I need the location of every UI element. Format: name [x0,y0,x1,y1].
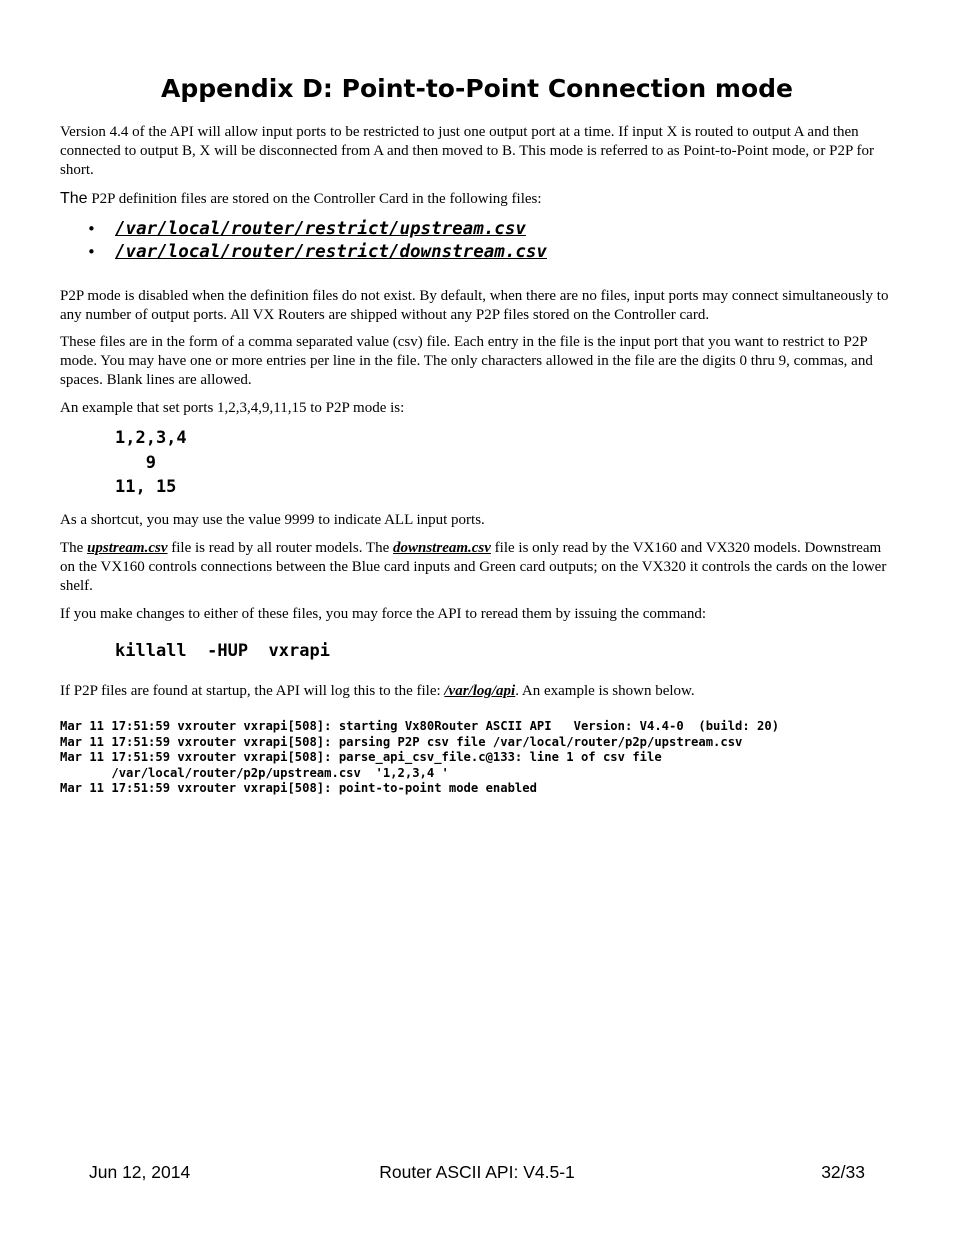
log-line: /var/local/router/p2p/upstream.csv '1,2,3,4 ' [60,765,449,780]
code-line: 9 [115,452,156,473]
code-line: 11, 15 [115,477,177,497]
list-item [87,241,547,264]
footer-page-number: 32/33 [821,1162,865,1182]
bullet-icon: • [87,220,96,238]
log-line: Mar 11 17:51:59 vxrouter vxrapi[508]: starting Vx80Router ASCII API Version: V4.4-0 (build: 20) [60,719,780,733]
bullet-icon: • [87,243,96,261]
log-line: Mar 11 17:51:59 vxrouter vxrapi[508]: parse_api_csv_file.c@133: line 1 of csv file [60,750,662,764]
file-path-downstream: /var/local/router/restrict/downstream.csv [115,242,547,262]
log-line: Mar 11 17:51:59 vxrouter vxrapi[508]: point-to-point mode enabled [60,781,537,795]
log-file-ref: /var/log/api [444,683,516,699]
models-text-1: The [60,540,88,556]
files-intro-paragraph [60,189,896,209]
footer-document-title: Router ASCII API: V4.5-1 [379,1162,575,1182]
shortcut-paragraph: As a shortcut, you may use the value 9999 to indicate ALL input ports. [60,512,485,528]
example-code-block [115,426,187,500]
reread-paragraph: If you make changes to either of these files, you may force the API to reread them by issuing the command: [60,606,707,622]
format-paragraph: These files are in the form of a comma separated value (csv) file. Each entry in the file is the input port that you want to restrict to P2P mode. You may have one or more entries per line in the file. The only characters allowed in the file are the digits 0 thru 9, commas, and spaces. Blank lines are allowed. [60,334,873,388]
intro-paragraph: Version 4.4 of the API will allow input ports to be restricted to just one output port at a time. If input X is routed to output A and then connected to output B, X will be disconnected from A and then moved to B. This mode is referred to as Point-to-Point mode, or P2P for short. [60,124,875,178]
file-path-upstream: /var/local/router/restrict/upstream.csv [115,219,526,239]
models-text-2: file is read by all router models. The [167,540,393,556]
command-code: killall -HUP vxrapi [115,641,330,661]
models-text-3: file is only read by the VX160 and VX320 models. Downstream on the VX160 controls connections between the Blue card inputs and Green card outputs; on the VX320 it controls the cards on the lower shelf. [60,540,887,594]
code-line: 1,2,3,4 [115,428,187,448]
log-output-block [60,719,779,797]
example-intro-paragraph: An example that set ports 1,2,3,4,9,11,15 to P2P mode is: [60,400,405,416]
files-intro-rest: P2P definition files are stored on the Controller Card in the following files: [87,191,542,207]
disabled-paragraph: P2P mode is disabled when the definition files do not exist. By default, when there are no files, input ports may connect simultaneously to any number of output ports. All VX Routers are shipped without any P2P files stored on the Controller card. [60,288,889,323]
definition-file-list [87,218,547,264]
log-intro-paragraph [60,682,896,701]
downstream-file-ref: downstream.csv [393,540,491,556]
models-paragraph [60,539,896,596]
list-item [87,218,547,241]
files-intro-lead: The [60,190,88,207]
log-intro-text-1: If P2P files are found at startup, the API will log this to the file: [60,683,445,699]
log-intro-text-2: . An example is shown below. [515,683,695,699]
upstream-file-ref: upstream.csv [87,540,168,556]
log-line: Mar 11 17:51:59 vxrouter vxrapi[508]: parsing P2P csv file /var/local/router/p2p/upstream.csv [60,734,743,749]
footer-date: Jun 12, 2014 [89,1162,191,1182]
page-title: Appendix D: Point-to-Point Connection mode [160,74,794,103]
